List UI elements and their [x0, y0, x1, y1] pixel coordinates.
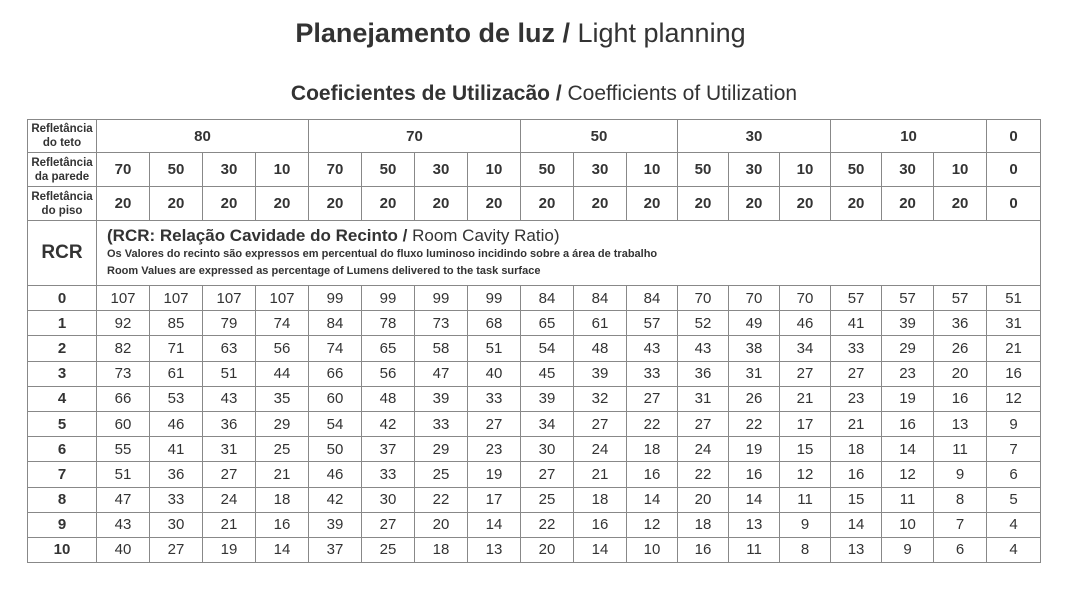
floor-value: 20: [468, 187, 521, 221]
floor-value: 20: [780, 187, 831, 221]
table-cell: 33: [150, 487, 203, 512]
table-cell: 22: [627, 411, 678, 436]
table-cell: 30: [150, 512, 203, 537]
table-cell: 66: [97, 386, 150, 411]
table-cell: 74: [309, 336, 362, 361]
wall-value: 30: [415, 153, 468, 187]
table-cell: 21: [987, 336, 1041, 361]
table-cell: 6: [987, 462, 1041, 487]
table-cell: 16: [256, 512, 309, 537]
floor-value: 20: [362, 187, 415, 221]
table-cell: 9: [934, 462, 987, 487]
table-cell: 26: [934, 336, 987, 361]
table-cell: 21: [203, 512, 256, 537]
table-cell: 19: [729, 437, 780, 462]
table-cell: 34: [521, 411, 574, 436]
table-cell: 46: [150, 411, 203, 436]
table-cell: 44: [256, 361, 309, 386]
ceiling-value: 50: [521, 120, 678, 153]
table-row: [28, 286, 1041, 311]
table-cell: 18: [678, 512, 729, 537]
table-cell: 10: [627, 537, 678, 562]
rcr-value: 1: [28, 311, 97, 336]
table-cell: 60: [309, 386, 362, 411]
rcr-description-pt: Os Valores do recinto são expressos em percentual do fluxo luminoso incidindo sobre a área de trabalho: [107, 248, 658, 260]
table-cell: 48: [362, 386, 415, 411]
table-cell: 14: [729, 487, 780, 512]
table-cell: 23: [831, 386, 882, 411]
table-cell: 11: [780, 487, 831, 512]
table-cell: 36: [150, 462, 203, 487]
table-cell: 5: [987, 487, 1041, 512]
table-cell: 10: [882, 512, 934, 537]
table-cell: 20: [521, 537, 574, 562]
ceiling-reflectance-label: Refletância do teto: [28, 120, 97, 153]
table-cell: 16: [987, 361, 1041, 386]
table-cell: 26: [729, 386, 780, 411]
table-cell: 27: [468, 411, 521, 436]
table-cell: 24: [574, 437, 627, 462]
rcr-value: 3: [28, 361, 97, 386]
table-cell: 6: [934, 537, 987, 562]
floor-value: 20: [574, 187, 627, 221]
ceiling-value: 70: [309, 120, 521, 153]
table-cell: 19: [882, 386, 934, 411]
floor-reflectance-label: Refletância do piso: [28, 187, 97, 221]
table-cell: 9: [882, 537, 934, 562]
table-cell: 31: [203, 437, 256, 462]
table-cell: 13: [934, 411, 987, 436]
table-cell: 71: [150, 336, 203, 361]
rcr-value: 2: [28, 336, 97, 361]
table-cell: 107: [150, 286, 203, 311]
rcr-description-title: (RCR: Relação Cavidade do Recinto / Room Cavity Ratio): [107, 226, 560, 245]
table-cell: 46: [780, 311, 831, 336]
table-cell: 107: [203, 286, 256, 311]
table-cell: 61: [574, 311, 627, 336]
table-row: [28, 537, 1041, 562]
table-cell: 16: [627, 462, 678, 487]
table-cell: 15: [831, 487, 882, 512]
table-cell: 16: [574, 512, 627, 537]
table-cell: 57: [831, 286, 882, 311]
table-cell: 11: [882, 487, 934, 512]
table-cell: 30: [362, 487, 415, 512]
table-cell: 29: [256, 411, 309, 436]
table-cell: 84: [309, 311, 362, 336]
table-cell: 25: [521, 487, 574, 512]
table-cell: 15: [780, 437, 831, 462]
table-cell: 22: [678, 462, 729, 487]
table-cell: 33: [831, 336, 882, 361]
table-cell: 60: [97, 411, 150, 436]
table-cell: 82: [97, 336, 150, 361]
wall-value: 10: [934, 153, 987, 187]
table-cell: 12: [780, 462, 831, 487]
table-cell: 58: [415, 336, 468, 361]
table-row: [28, 462, 1041, 487]
floor-value: 20: [882, 187, 934, 221]
table-cell: 14: [831, 512, 882, 537]
table-cell: 99: [309, 286, 362, 311]
table-row: [28, 512, 1041, 537]
table-cell: 65: [521, 311, 574, 336]
table-cell: 32: [574, 386, 627, 411]
rcr-value: 10: [28, 537, 97, 562]
table-cell: 12: [987, 386, 1041, 411]
table-cell: 24: [678, 437, 729, 462]
table-cell: 27: [362, 512, 415, 537]
table-cell: 54: [309, 411, 362, 436]
table-cell: 39: [521, 386, 574, 411]
ceiling-reflectance-row: [28, 120, 1041, 153]
table-cell: 51: [203, 361, 256, 386]
table-cell: 29: [415, 437, 468, 462]
table-cell: 73: [415, 311, 468, 336]
table-cell: 40: [97, 537, 150, 562]
table-cell: 12: [627, 512, 678, 537]
table-subtitle: Coeficientes de Utilizacão / Coefficients of Utilization: [290, 82, 798, 105]
floor-value: 20: [934, 187, 987, 221]
table-cell: 9: [987, 411, 1041, 436]
rcr-description-row: [28, 221, 1041, 286]
table-cell: 8: [780, 537, 831, 562]
table-cell: 31: [729, 361, 780, 386]
table-cell: 79: [203, 311, 256, 336]
table-cell: 27: [627, 386, 678, 411]
table-cell: 43: [678, 336, 729, 361]
table-cell: 84: [521, 286, 574, 311]
table-cell: 38: [729, 336, 780, 361]
table-cell: 43: [203, 386, 256, 411]
table-cell: 61: [150, 361, 203, 386]
rcr-value: 6: [28, 437, 97, 462]
floor-value: 20: [521, 187, 574, 221]
table-cell: 16: [831, 462, 882, 487]
ceiling-value: 10: [831, 120, 987, 153]
table-cell: 49: [729, 311, 780, 336]
table-cell: 14: [468, 512, 521, 537]
table-cell: 74: [256, 311, 309, 336]
table-cell: 9: [780, 512, 831, 537]
table-cell: 33: [627, 361, 678, 386]
table-cell: 99: [415, 286, 468, 311]
table-cell: 53: [150, 386, 203, 411]
table-row: [28, 411, 1041, 436]
floor-value: 20: [97, 187, 150, 221]
table-cell: 51: [468, 336, 521, 361]
floor-value: 20: [256, 187, 309, 221]
table-cell: 36: [203, 411, 256, 436]
table-cell: 21: [256, 462, 309, 487]
wall-value: 70: [309, 153, 362, 187]
table-cell: 4: [987, 537, 1041, 562]
table-cell: 55: [97, 437, 150, 462]
table-cell: 43: [627, 336, 678, 361]
table-cell: 7: [934, 512, 987, 537]
table-cell: 14: [627, 487, 678, 512]
rcr-header: RCR: [28, 221, 97, 286]
table-cell: 34: [780, 336, 831, 361]
table-cell: 57: [882, 286, 934, 311]
rcr-value: 5: [28, 411, 97, 436]
table-cell: 50: [309, 437, 362, 462]
table-cell: 31: [987, 311, 1041, 336]
table-cell: 41: [831, 311, 882, 336]
table-cell: 14: [882, 437, 934, 462]
table-cell: 70: [678, 286, 729, 311]
wall-value: 10: [627, 153, 678, 187]
wall-value: 30: [882, 153, 934, 187]
rcr-description-en: Room Values are expressed as percentage of Lumens delivered to the task surface: [107, 265, 541, 277]
table-cell: 7: [987, 437, 1041, 462]
table-cell: 48: [574, 336, 627, 361]
table-row: [28, 336, 1041, 361]
table-cell: 42: [362, 411, 415, 436]
rcr-value: 9: [28, 512, 97, 537]
table-cell: 40: [468, 361, 521, 386]
table-cell: 36: [934, 311, 987, 336]
wall-value: 10: [256, 153, 309, 187]
table-cell: 78: [362, 311, 415, 336]
table-cell: 27: [574, 411, 627, 436]
table-cell: 13: [729, 512, 780, 537]
table-cell: 70: [729, 286, 780, 311]
rcr-description: [97, 221, 1041, 286]
table-cell: 18: [627, 437, 678, 462]
table-cell: 23: [882, 361, 934, 386]
table-cell: 54: [521, 336, 574, 361]
table-cell: 20: [415, 512, 468, 537]
wall-value: 10: [468, 153, 521, 187]
table-cell: 14: [256, 537, 309, 562]
table-cell: 70: [780, 286, 831, 311]
table-row: [28, 361, 1041, 386]
rcr-value: 0: [28, 286, 97, 311]
table-cell: 25: [415, 462, 468, 487]
table-cell: 84: [627, 286, 678, 311]
table-cell: 21: [574, 462, 627, 487]
wall-value: 50: [150, 153, 203, 187]
table-cell: 47: [415, 361, 468, 386]
table-cell: 11: [729, 537, 780, 562]
table-cell: 16: [934, 386, 987, 411]
floor-value: 20: [627, 187, 678, 221]
table-cell: 11: [934, 437, 987, 462]
wall-value: 50: [521, 153, 574, 187]
wall-value: 50: [362, 153, 415, 187]
table-cell: 27: [780, 361, 831, 386]
coefficients-table: [27, 119, 1041, 563]
table-cell: 18: [256, 487, 309, 512]
table-cell: 18: [415, 537, 468, 562]
table-cell: 57: [934, 286, 987, 311]
table-cell: 56: [256, 336, 309, 361]
table-cell: 57: [627, 311, 678, 336]
page-title: Planejamento de luz / Light planning: [295, 18, 746, 48]
table-cell: 37: [309, 537, 362, 562]
table-cell: 27: [678, 411, 729, 436]
table-row: [28, 386, 1041, 411]
table-row: [28, 487, 1041, 512]
table-cell: 12: [882, 462, 934, 487]
table-cell: 51: [987, 286, 1041, 311]
table-cell: 22: [415, 487, 468, 512]
floor-value: 20: [150, 187, 203, 221]
table-cell: 21: [780, 386, 831, 411]
table-cell: 107: [256, 286, 309, 311]
table-cell: 29: [882, 336, 934, 361]
table-cell: 39: [882, 311, 934, 336]
wall-value: 0: [987, 153, 1041, 187]
table-cell: 17: [468, 487, 521, 512]
table-cell: 27: [521, 462, 574, 487]
table-cell: 33: [468, 386, 521, 411]
table-cell: 18: [831, 437, 882, 462]
table-cell: 19: [203, 537, 256, 562]
table-cell: 21: [831, 411, 882, 436]
ceiling-value: 30: [678, 120, 831, 153]
table-cell: 52: [678, 311, 729, 336]
table-cell: 39: [415, 386, 468, 411]
table-cell: 39: [574, 361, 627, 386]
table-cell: 33: [362, 462, 415, 487]
floor-value: 20: [729, 187, 780, 221]
table-cell: 42: [309, 487, 362, 512]
floor-value: 20: [678, 187, 729, 221]
table-cell: 18: [574, 487, 627, 512]
table-cell: 84: [574, 286, 627, 311]
table-cell: 63: [203, 336, 256, 361]
table-cell: 39: [309, 512, 362, 537]
table-cell: 99: [362, 286, 415, 311]
floor-value: 20: [203, 187, 256, 221]
table-row: [28, 311, 1041, 336]
table-cell: 27: [150, 537, 203, 562]
table-cell: 25: [256, 437, 309, 462]
wall-value: 30: [574, 153, 627, 187]
table-cell: 66: [309, 361, 362, 386]
table-cell: 33: [415, 411, 468, 436]
floor-value: 0: [987, 187, 1041, 221]
table-cell: 99: [468, 286, 521, 311]
table-cell: 31: [678, 386, 729, 411]
floor-value: 20: [309, 187, 362, 221]
table-cell: 37: [362, 437, 415, 462]
table-cell: 25: [362, 537, 415, 562]
ceiling-value: 80: [97, 120, 309, 153]
table-cell: 35: [256, 386, 309, 411]
wall-value: 50: [678, 153, 729, 187]
table-cell: 85: [150, 311, 203, 336]
table-cell: 43: [97, 512, 150, 537]
table-cell: 13: [468, 537, 521, 562]
wall-value: 10: [780, 153, 831, 187]
table-cell: 14: [574, 537, 627, 562]
table-cell: 68: [468, 311, 521, 336]
wall-reflectance-row: [28, 153, 1041, 187]
table-cell: 13: [831, 537, 882, 562]
floor-reflectance-row: [28, 187, 1041, 221]
table-cell: 16: [882, 411, 934, 436]
table-cell: 51: [97, 462, 150, 487]
table-cell: 36: [678, 361, 729, 386]
table-cell: 41: [150, 437, 203, 462]
table-cell: 16: [678, 537, 729, 562]
table-cell: 20: [934, 361, 987, 386]
table-cell: 73: [97, 361, 150, 386]
wall-reflectance-label: Refletância da parede: [28, 153, 97, 187]
wall-value: 70: [97, 153, 150, 187]
table-cell: 23: [468, 437, 521, 462]
table-cell: 22: [729, 411, 780, 436]
rcr-value: 4: [28, 386, 97, 411]
table-cell: 45: [521, 361, 574, 386]
table-cell: 56: [362, 361, 415, 386]
floor-value: 20: [415, 187, 468, 221]
table-cell: 27: [831, 361, 882, 386]
table-cell: 19: [468, 462, 521, 487]
table-cell: 17: [780, 411, 831, 436]
table-cell: 27: [203, 462, 256, 487]
table-cell: 20: [678, 487, 729, 512]
table-cell: 22: [521, 512, 574, 537]
rcr-value: 7: [28, 462, 97, 487]
table-cell: 16: [729, 462, 780, 487]
table-cell: 8: [934, 487, 987, 512]
table-cell: 4: [987, 512, 1041, 537]
wall-value: 30: [203, 153, 256, 187]
ceiling-value: 0: [987, 120, 1041, 153]
wall-value: 50: [831, 153, 882, 187]
rcr-value: 8: [28, 487, 97, 512]
table-cell: 24: [203, 487, 256, 512]
table-cell: 92: [97, 311, 150, 336]
table-cell: 107: [97, 286, 150, 311]
table-cell: 65: [362, 336, 415, 361]
table-cell: 30: [521, 437, 574, 462]
table-cell: 47: [97, 487, 150, 512]
floor-value: 20: [831, 187, 882, 221]
wall-value: 30: [729, 153, 780, 187]
table-row: [28, 437, 1041, 462]
table-cell: 46: [309, 462, 362, 487]
